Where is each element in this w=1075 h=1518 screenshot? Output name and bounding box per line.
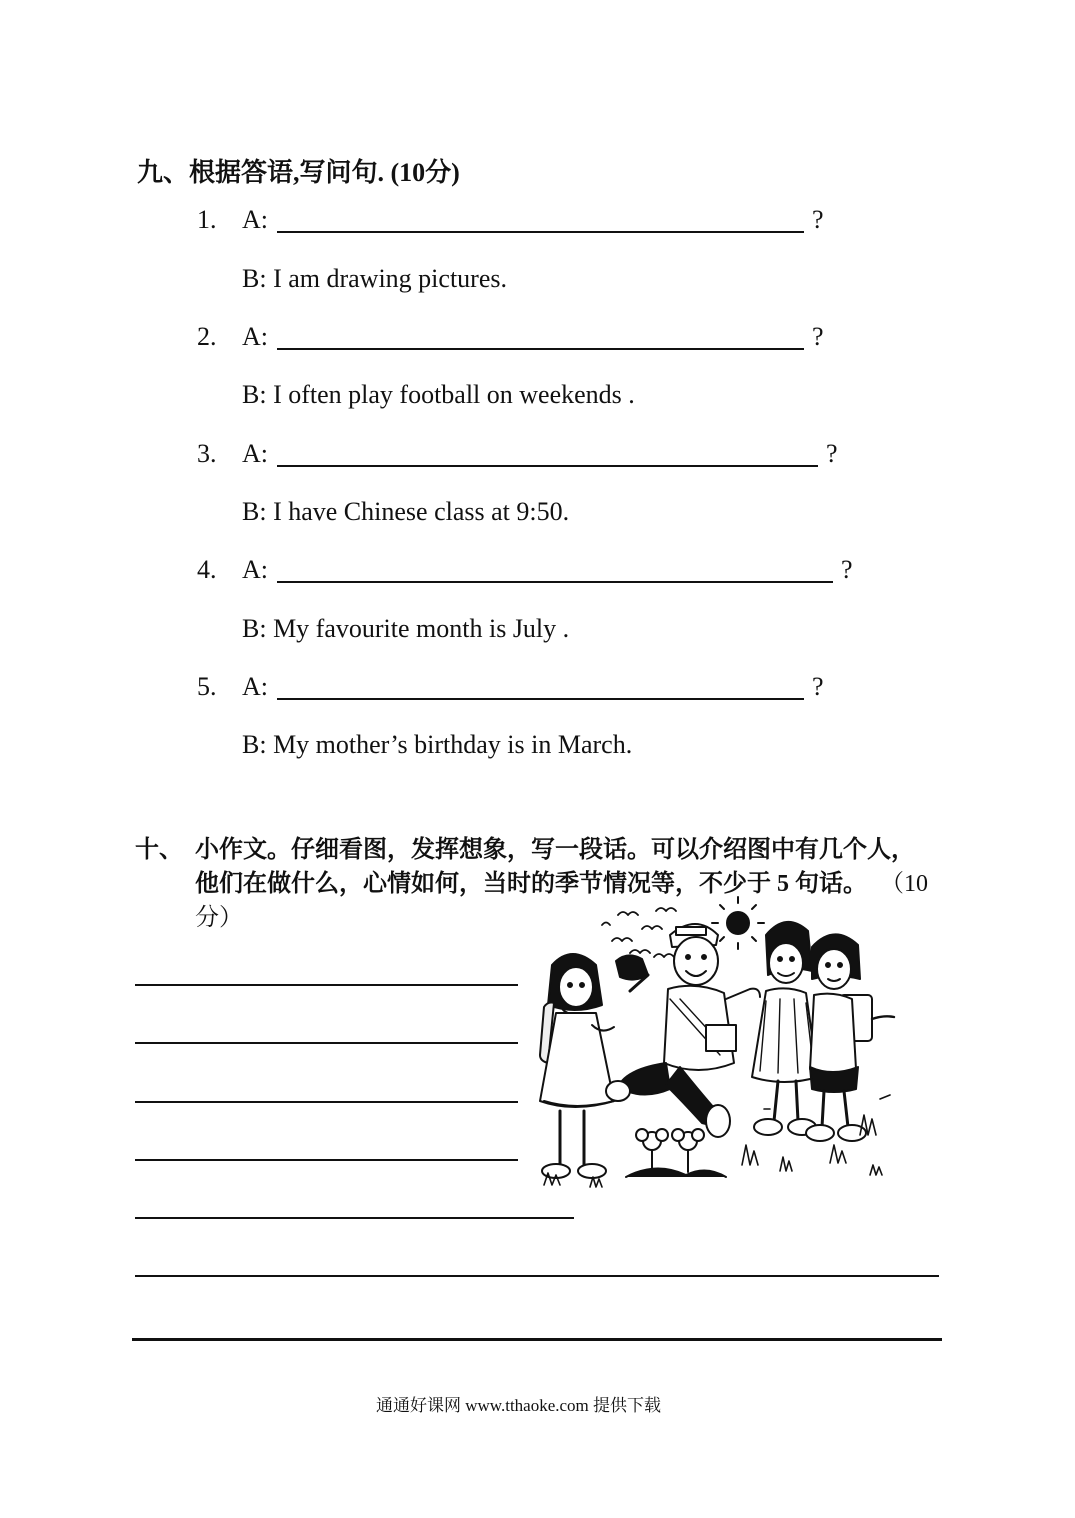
- section-10-prompt-line-2: 他们在做什么，心情如何，当时的季节情况等，不少于 5 句话。: [195, 871, 867, 897]
- section-10-points-close: 分）: [195, 905, 243, 931]
- question-3-a-label: A:: [242, 439, 268, 468]
- writing-line-6[interactable]: [135, 1275, 939, 1277]
- writing-line-5[interactable]: [135, 1217, 574, 1219]
- flowers-icon: [626, 1129, 726, 1177]
- question-2-a-label: A:: [242, 322, 268, 351]
- question-1-a-label: A:: [242, 205, 268, 234]
- question-5-question-mark: ?: [812, 672, 824, 701]
- sun-icon: [712, 897, 764, 949]
- question-4-b-answer: B: My favourite month is July .: [242, 614, 570, 643]
- question-2-b-answer: B: I often play football on weekends .: [242, 380, 635, 409]
- question-5-answer-line[interactable]: [277, 698, 804, 700]
- section-10-number: 十、: [135, 837, 183, 863]
- writing-line-1[interactable]: [135, 984, 518, 986]
- question-4-question-mark: ?: [841, 555, 853, 584]
- writing-line-3[interactable]: [135, 1101, 518, 1103]
- question-4-answer-line[interactable]: [277, 581, 833, 583]
- children-outing-illustration: [530, 895, 900, 1200]
- section-10-points-open: （10: [880, 871, 928, 897]
- question-3-question-mark: ?: [826, 439, 838, 468]
- question-3-b-answer: B: I have Chinese class at 9:50.: [242, 497, 570, 526]
- writing-line-7[interactable]: [132, 1338, 942, 1341]
- question-5-number: 5.: [197, 672, 217, 701]
- question-5-b-answer: B: My mother’s birthday is in March.: [242, 730, 633, 759]
- section-9-title: 九、根据答语,写问句. (10分): [137, 158, 460, 187]
- question-2-number: 2.: [197, 322, 217, 351]
- question-1-number: 1.: [197, 205, 217, 234]
- question-3-number: 3.: [197, 439, 217, 468]
- question-2-answer-line[interactable]: [277, 348, 804, 350]
- boy-center-figure: [606, 924, 760, 1137]
- illustration-drawing: [530, 895, 900, 1200]
- writing-line-2[interactable]: [135, 1042, 518, 1044]
- question-3-answer-line[interactable]: [277, 465, 818, 467]
- question-5-a-label: A:: [242, 672, 268, 701]
- section-10-prompt-line-1: 小作文。仔细看图，发挥想象，写一段话。可以介绍图中有几个人，: [195, 837, 915, 863]
- question-1-answer-line[interactable]: [277, 231, 804, 233]
- question-1-question-mark: ?: [812, 205, 824, 234]
- footer-text: 通通好课网 www.tthaoke.com 提供下载: [376, 1396, 662, 1415]
- writing-line-4[interactable]: [135, 1159, 518, 1161]
- question-2-question-mark: ?: [812, 322, 824, 351]
- question-4-number: 4.: [197, 555, 217, 584]
- girl-left-figure: [540, 954, 614, 1178]
- question-1-b-answer: B: I am drawing pictures.: [242, 264, 507, 293]
- girl-far-right-figure: [806, 934, 894, 1141]
- girl-right-figure: [752, 922, 818, 1135]
- question-4-a-label: A:: [242, 555, 268, 584]
